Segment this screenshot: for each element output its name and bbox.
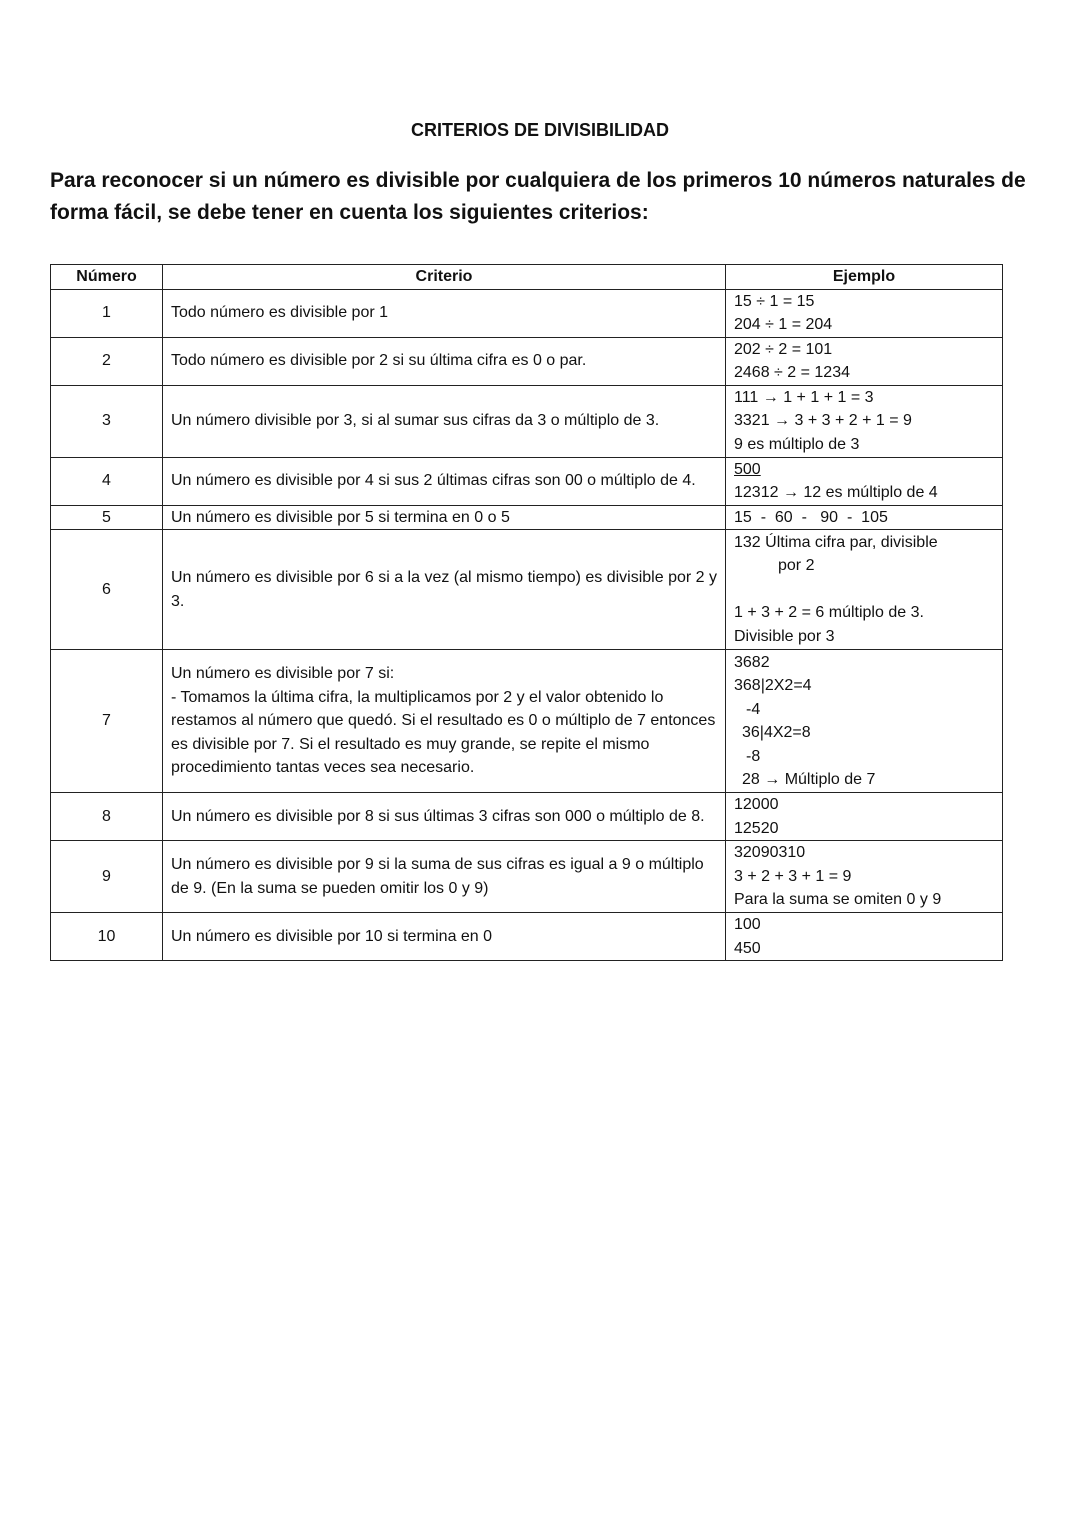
criterion-text: Todo número es divisible por 1 [171, 304, 389, 322]
example-line: 132 Última cifra par, divisible [734, 533, 938, 551]
row-example [726, 841, 1003, 913]
table-row [51, 289, 1003, 337]
intro-paragraph: Para reconocer si un número es divisible por cualquiera de los primeros 10 números naturales de forma fácil, se debe tener en cuenta los siguientes criterios: [50, 169, 1026, 224]
table-header-row [51, 265, 1003, 290]
example-line: por 2 [778, 557, 815, 575]
row-example [726, 650, 1003, 793]
criterion-text: Un número es divisible por 9 si la suma de sus cifras es igual a 9 o múltiplo de 9. (En la suma se pueden omitir los 0 y 9) [171, 856, 704, 897]
table-row [51, 457, 1003, 505]
row-number: 2 [51, 337, 163, 385]
criterion-text: - Tomamos la última cifra, la multiplicamos por 2 y el valor obtenido lo restamos al número que quedó. Si el resultado es 0 o múltiplo de 7 entonces es divisible por 7. Si el resultado es muy grande, se repite el mismo procedimiento tantas veces sea necesario. [171, 688, 716, 777]
example-line: 3 + 2 + 3 + 1 = 9 [734, 867, 852, 885]
example-line: Divisible por 3 [734, 627, 835, 645]
row-criterion [163, 793, 726, 841]
row-criterion [163, 289, 726, 337]
example-line: -4 [746, 700, 761, 718]
example-line: 3321 → 3 + 3 + 2 + 1 = 9 [734, 412, 912, 430]
table-row [51, 337, 1003, 385]
example-line [734, 578, 994, 602]
row-criterion [163, 337, 726, 385]
row-number: 1 [51, 289, 163, 337]
example-line: 3682 [734, 653, 770, 671]
row-number: 3 [51, 385, 163, 457]
row-example [726, 913, 1003, 961]
row-criterion [163, 385, 726, 457]
criterion-text: Todo número es divisible por 2 si su última cifra es 0 o par. [171, 352, 587, 370]
table-row [51, 505, 1003, 530]
row-criterion [163, 505, 726, 530]
example-line: 1 + 3 + 2 = 6 múltiplo de 3. [734, 604, 924, 622]
example-line: 36|4X2=8 [742, 724, 811, 741]
example-line: 12312 → 12 es múltiplo de 4 [734, 484, 938, 501]
criterion-text: Un número es divisible por 4 si sus 2 últimas cifras son 00 o múltiplo de 4. [171, 472, 696, 490]
example-line: 368|2X2=4 [734, 677, 812, 694]
criterion-text: Un número es divisible por 6 si a la vez (al mismo tiempo) es divisible por 2 y 3. [171, 569, 717, 610]
example-line: 100 [734, 916, 761, 933]
row-example [726, 793, 1003, 841]
table-row [51, 530, 1003, 650]
row-example [726, 385, 1003, 457]
example-line: 12520 [734, 819, 779, 837]
header-numero: Número [51, 265, 163, 290]
header-ejemplo: Ejemplo [726, 265, 1003, 290]
table-row [51, 913, 1003, 961]
row-criterion [163, 841, 726, 913]
example-line: 15 - 60 - 90 - 105 [734, 508, 888, 526]
row-criterion [163, 530, 726, 650]
row-example [726, 457, 1003, 505]
example-line: 9 es múltiplo de 3 [734, 435, 860, 453]
example-line: 2468 ÷ 2 = 1234 [734, 364, 850, 381]
example-line: 450 [734, 939, 761, 957]
row-number: 5 [51, 505, 163, 530]
criterion-text: Un número es divisible por 7 si: [171, 665, 395, 683]
row-example [726, 505, 1003, 530]
example-line: 500 [734, 460, 761, 478]
table-row [51, 841, 1003, 913]
table-row [51, 385, 1003, 457]
row-criterion [163, 913, 726, 961]
row-example [726, 337, 1003, 385]
row-criterion [163, 650, 726, 793]
row-number: 4 [51, 457, 163, 505]
table-row [51, 793, 1003, 841]
page-title: CRITERIOS DE DIVISIBILIDAD [410, 120, 670, 140]
example-line: 28 → Múltiplo de 7 [742, 771, 876, 788]
row-criterion [163, 457, 726, 505]
example-line: -8 [746, 747, 761, 765]
row-number: 6 [51, 530, 163, 650]
row-example [726, 289, 1003, 337]
example-line: 204 ÷ 1 = 204 [734, 316, 833, 333]
criterion-text: Un número es divisible por 10 si termina en 0 [171, 927, 493, 945]
example-line: 15 ÷ 1 = 15 [734, 292, 815, 310]
header-criterio: Criterio [163, 265, 726, 290]
example-line: 12000 [734, 796, 779, 813]
row-number: 7 [51, 650, 163, 793]
row-number: 10 [51, 913, 163, 961]
row-number: 8 [51, 793, 163, 841]
divisibility-table [50, 264, 1003, 961]
criterion-text: Un número es divisible por 5 si termina en 0 o 5 [171, 508, 510, 526]
criterion-text: Un número es divisible por 8 si sus últimas 3 cifras son 000 o múltiplo de 8. [171, 807, 705, 825]
row-number: 9 [51, 841, 163, 913]
example-line: 111 → 1 + 1 + 1 = 3 [734, 388, 874, 406]
row-example [726, 530, 1003, 650]
example-line: 202 ÷ 2 = 101 [734, 340, 833, 358]
example-line: 32090310 [734, 844, 806, 862]
criterion-text: Un número divisible por 3, si al sumar sus cifras da 3 o múltiplo de 3. [171, 412, 660, 430]
table-row [51, 650, 1003, 793]
example-line: Para la suma se omiten 0 y 9 [734, 891, 942, 909]
